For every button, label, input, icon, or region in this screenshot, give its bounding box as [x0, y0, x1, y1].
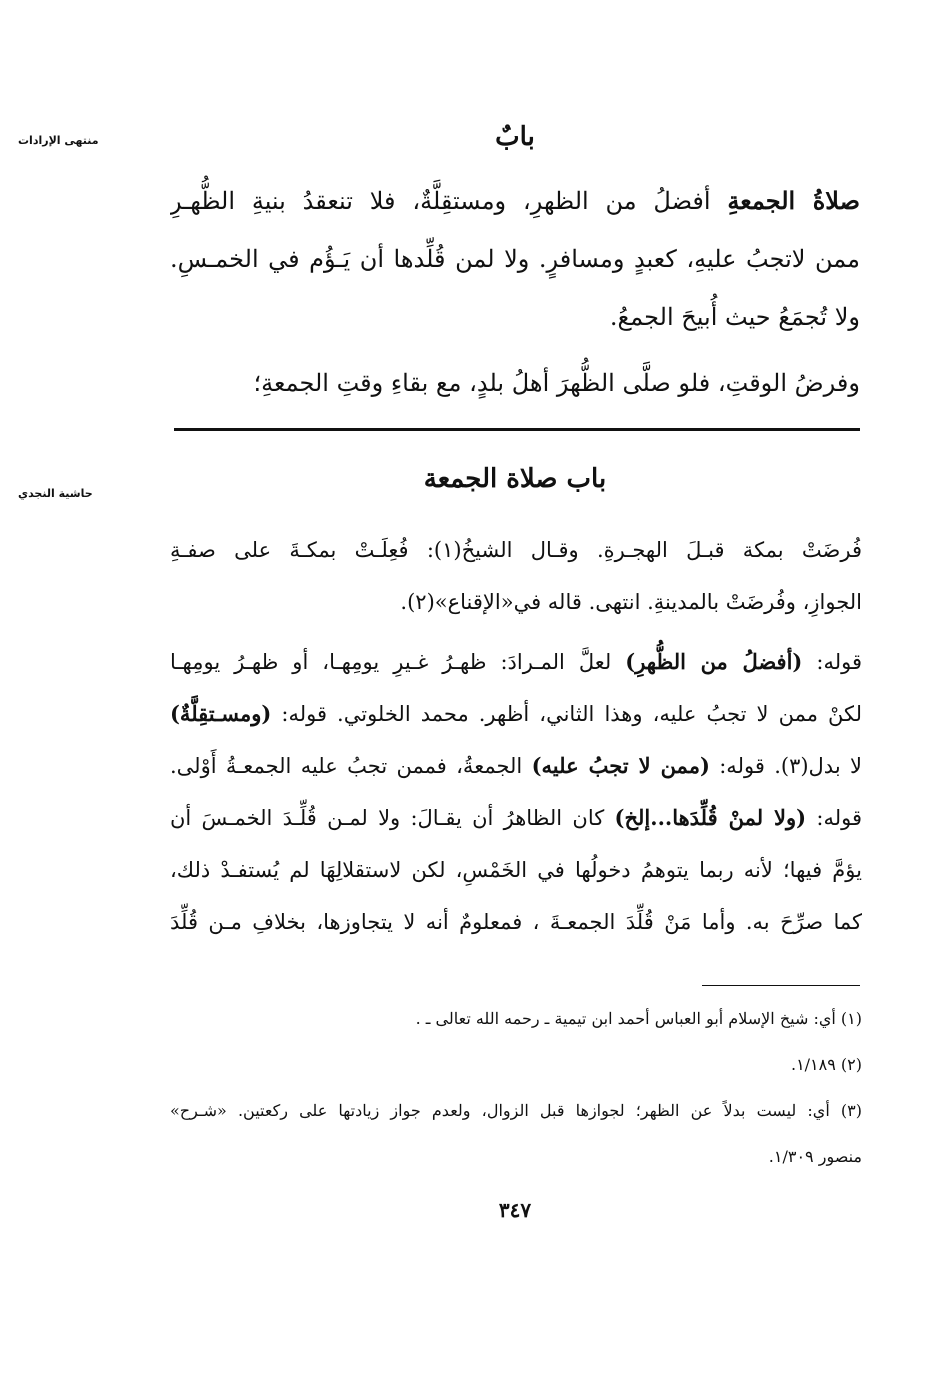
- commentary-line-text: كما صرِّحَ به. وأما مَنْ قُلِّدَ الجمعـةَ ، فمعلومٌ أنه لا يتجاوزها، بخلافِ مـن قُلِّدَ: [170, 910, 862, 934]
- commentary-line-text: الجمعةُ، فممن تجبُ عليه الجمعـةُ أَوْلى.: [170, 754, 532, 778]
- commentary-line: [170, 792, 862, 844]
- footnote-divider: [702, 985, 860, 986]
- commentary-line-text: كان الظاهرُ أن يقـالَ: ولا لمـن قُلِّـدَ الخمـسَ أن: [170, 806, 615, 830]
- commentary-line: [170, 636, 862, 688]
- commentary-line: [170, 576, 862, 628]
- matn-line: [170, 230, 860, 288]
- matn-line-text: ولا تُجمَعُ حيث أُبيحَ الجمعُ.: [609, 303, 860, 331]
- commentary-line-text: فُرضَتْ بمكة قبـلَ الهجـرةِ. وقـال الشيخُ(١): فُعِلَـتْ بمكـةَ على صفـةِ: [170, 538, 862, 562]
- matn-line: [170, 288, 860, 346]
- matn-bold-term: صلاةُ الجمعةِ: [727, 186, 860, 215]
- footnote: (٣) أي: ليست بدلاً عن الظهر؛ لجوازها قبل الزوال، ولعدم جواز زيادتها على ركعتين. «شـرح»: [170, 1101, 862, 1120]
- commentary-line: [170, 844, 862, 896]
- matn-line: [170, 172, 860, 230]
- matn-line-text: وفرضُ الوقتِ، فلو صلَّى الظُّهرَ أهلُ بلدٍ، مع بقاءِ وقتِ الجمعةِ؛: [253, 369, 860, 397]
- footnote-continuation: منصور ١/٣٠٩.: [768, 1147, 862, 1166]
- footnotes: [170, 996, 862, 1180]
- commentary-line: [170, 740, 862, 792]
- commentary-quoted-term: (أفضلُ من الظُّهرِ): [625, 649, 803, 674]
- commentary-text: [170, 524, 862, 948]
- commentary-line: [170, 688, 862, 740]
- commentary-quoted-term: (ممن لا تجبُ عليه): [531, 753, 710, 778]
- book-title-label: منتهى الإرادات: [18, 134, 99, 147]
- commentary-line-prefix: قوله:: [802, 650, 862, 674]
- matn-line-text: ممن لاتجبُ عليهِ، كعبدٍ ومسافرٍ. ولا لمن قُلِّدها أن يَـؤُم في الخمـسِ.: [170, 245, 860, 273]
- commentary-line-prefix: لا بدل(٣). قوله:: [709, 754, 862, 778]
- matn-line: [170, 354, 860, 412]
- footnote: (١) أي: شيخ الإسلام أبو العباس أحمد ابن تيمية ـ رحمه الله تعالى ـ .: [415, 1009, 862, 1028]
- commentary-line: [170, 524, 862, 576]
- commentary-quoted-term: (ولا لمنْ قُلِّدَها...إلخ): [614, 805, 807, 830]
- section-divider: [174, 428, 860, 431]
- commentary-quoted-term: (ومسـتقِلَّةٌ): [170, 701, 272, 726]
- commentary-line-text: الجوازِ، وفُرضَتْ بالمدينةِ. انتهى. قاله في«الإقناع»(٢).: [400, 590, 862, 614]
- commentary-line-prefix: قوله:: [806, 806, 862, 830]
- matn-text: [170, 172, 860, 412]
- commentary-line-text: لعلَّ المـرادَ: ظهـرُ غـيرِ يومِهـا، أو ظهـرُ يومِهـا: [170, 650, 626, 674]
- commentary-line: [170, 896, 862, 948]
- commentary-heading: باب صلاة الجمعة: [423, 464, 607, 494]
- matn-line-text: أفضلُ من الظهرِ، ومستقِلَّةٌ، فلا تنعقدُ بنيةِ الظُّهـرِ: [170, 187, 728, 215]
- page-number: ٣٤٧: [498, 1198, 532, 1222]
- footnote: (٢) ١/١٨٩.: [790, 1055, 862, 1074]
- commentary-line-prefix: لكنْ ممن لا تجبُ عليه، وهذا الثاني، أظهر. محمد الخلوتي. قوله:: [271, 702, 862, 726]
- matn-heading: بابٌ: [495, 122, 535, 152]
- commentary-line-text: يؤمَّ فيها؛ لأنه ربما يتوهمُ دخولُها في الخَمْسِ، لكن لاستقلالِهَا لم يُستفـدْ ذلك،: [170, 858, 862, 882]
- commentary-title-label: حاشية النجدي: [18, 487, 93, 500]
